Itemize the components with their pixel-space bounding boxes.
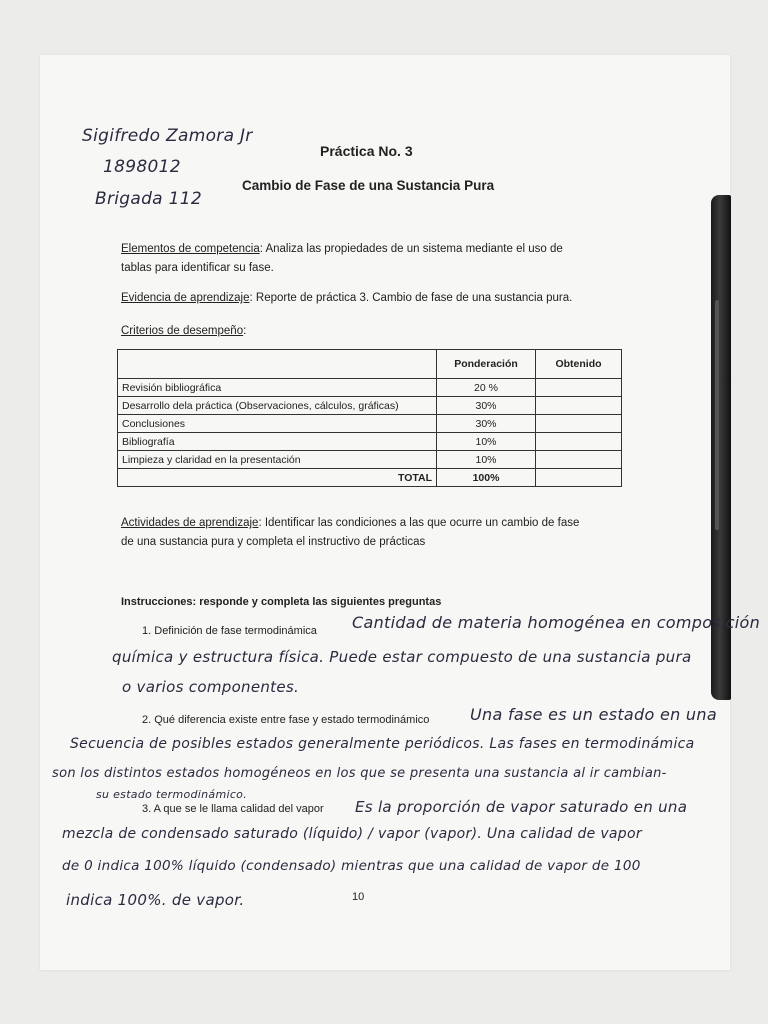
row-obtained (536, 451, 622, 469)
table-row (118, 397, 622, 415)
table-row (118, 415, 622, 433)
page-number: 10 (352, 891, 365, 903)
evidencia-text: : Reporte de práctica 3. Cambio de fase de una sustancia pura. (249, 292, 573, 304)
row-weight: 10% (437, 433, 536, 451)
competencia-line-2: tablas para identificar su fase. (121, 262, 274, 274)
instructions-heading: Instrucciones: responde y completa las siguientes preguntas (121, 596, 442, 608)
row-obtained (536, 415, 622, 433)
evidencia-line (121, 292, 572, 304)
table-total-row (118, 469, 622, 487)
table-header-row (118, 350, 622, 379)
criterios-line (121, 325, 246, 337)
row-obtained (536, 397, 622, 415)
answer-2-line-4: su estado termodinámico. (96, 788, 248, 801)
question-number: 3. (142, 803, 152, 815)
actividades-text-1: : Identificar las condiciones a las que ocurre un cambio de fase (258, 517, 580, 529)
table-row (118, 433, 622, 451)
student-id: 1898012 (103, 157, 181, 177)
table-header-obtenido: Obtenido (536, 350, 622, 379)
evidencia-label: Evidencia de aprendizaje (121, 292, 250, 304)
row-item: Bibliografía (118, 433, 437, 451)
question-3 (142, 803, 324, 815)
row-obtained (536, 433, 622, 451)
row-item: Desarrollo dela práctica (Observaciones, cálculos, gráficas) (118, 397, 437, 415)
row-item: Revisión bibliográfica (118, 379, 437, 397)
question-prompt: Qué diferencia existe entre fase y estado termodinámico (154, 714, 430, 726)
table-header-empty (118, 350, 437, 379)
total-obtained (536, 469, 622, 487)
pen-clip (715, 300, 719, 530)
answer-3-line-2: mezcla de condensado saturado (líquido) / vapor (vapor). Una calidad de vapor (62, 826, 642, 842)
answer-1-line-3: o varios componentes. (122, 678, 300, 696)
practice-number: Práctica No. 3 (320, 143, 413, 159)
criteria-table (117, 349, 622, 487)
total-value: 100% (437, 469, 536, 487)
row-weight: 20 % (437, 379, 536, 397)
competencia-line-1 (121, 243, 563, 255)
actividades-label: Actividades de aprendizaje (121, 517, 259, 529)
competencia-label: Elementos de competencia (121, 243, 260, 255)
student-group: Brigada 112 (95, 189, 202, 209)
criterios-suffix: : (243, 325, 247, 337)
row-weight: 30% (437, 415, 536, 433)
student-name: Sigifredo Zamora Jr (82, 126, 253, 146)
answer-1-line-2: química y estructura física. Puede estar compuesto de una sustancia pura (112, 648, 692, 666)
page-title: Cambio de Fase de una Sustancia Pura (242, 178, 495, 193)
answer-2-line-2: Secuencia de posibles estados generalmente periódicos. Las fases en termodinámica (70, 736, 695, 752)
competencia-text-1: : Analiza las propiedades de un sistema mediante el uso de (259, 243, 563, 255)
row-weight: 10% (437, 451, 536, 469)
row-weight: 30% (437, 397, 536, 415)
answer-3-line-4: indica 100%. de vapor. (66, 891, 245, 909)
question-prompt: Definición de fase termodinámica (154, 625, 317, 637)
question-number: 1. (142, 625, 152, 637)
table-header-ponderacion: Ponderación (437, 350, 536, 379)
actividades-line-1 (121, 517, 579, 529)
table-row (118, 379, 622, 397)
answer-1-line-1: Cantidad de materia homogénea en composición (352, 613, 761, 632)
answer-3-line-3: de 0 indica 100% líquido (condensado) mientras que una calidad de vapor de 100 (62, 858, 641, 874)
answer-3-line-1: Es la proporción de vapor saturado en una (355, 798, 688, 816)
actividades-line-2: de una sustancia pura y completa el instructivo de prácticas (121, 536, 426, 548)
table-row (118, 451, 622, 469)
total-label: TOTAL (118, 469, 437, 487)
question-prompt: A que se le llama calidad del vapor (153, 803, 324, 815)
question-number: 2. (142, 714, 152, 726)
question-1 (142, 625, 317, 637)
question-2 (142, 714, 429, 726)
row-item: Conclusiones (118, 415, 437, 433)
row-obtained (536, 379, 622, 397)
answer-2-line-1: Una fase es un estado en una (470, 705, 717, 724)
criterios-label: Criterios de desempeño (121, 325, 244, 337)
row-item: Limpieza y claridad en la presentación (118, 451, 437, 469)
answer-2-line-3: son los distintos estados homogéneos en los que se presenta una sustancia al ir cambian- (52, 766, 667, 781)
